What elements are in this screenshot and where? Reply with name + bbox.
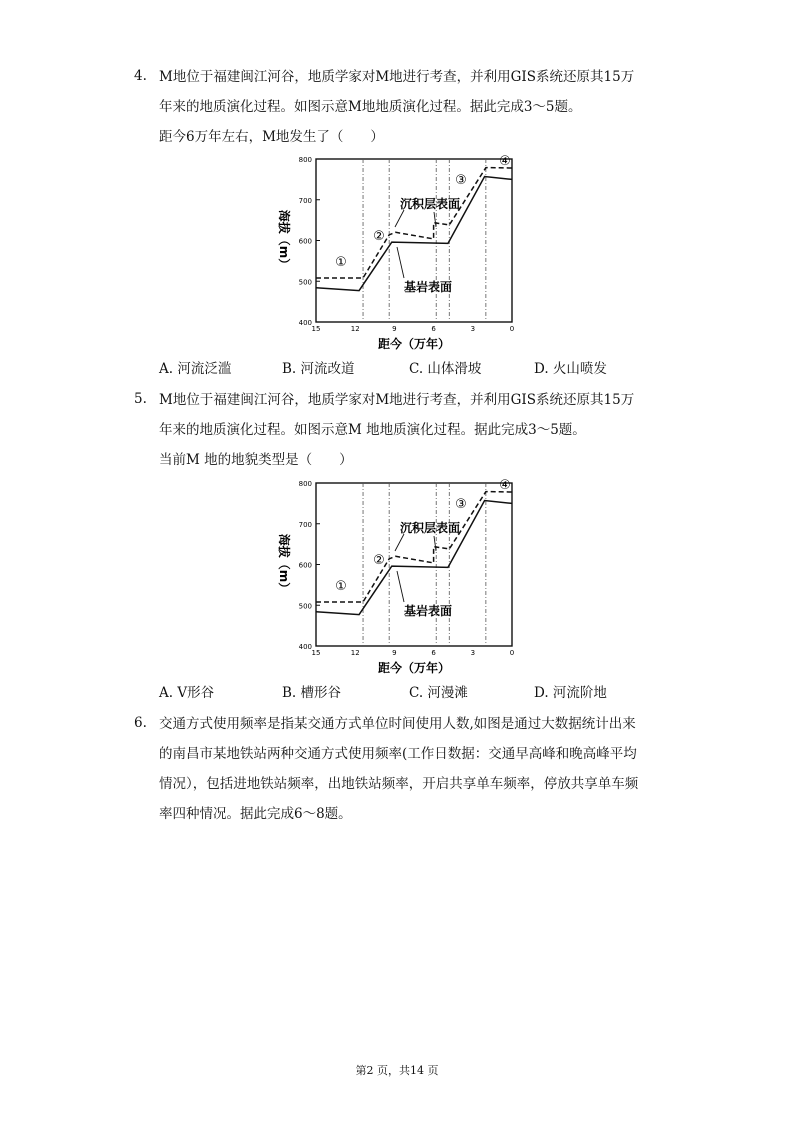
- question-prompt: 当前M 地的地貌类型是（ ）: [159, 452, 353, 468]
- x-tick-label: 6: [431, 325, 436, 333]
- y-tick-label: 700: [298, 196, 312, 205]
- leader-line: [395, 210, 404, 227]
- series-label: 沉积层表面: [400, 521, 461, 535]
- y-tick-label: 800: [298, 156, 312, 164]
- series-label: 基岩表面: [404, 604, 453, 618]
- question-prompt: 距今6万年左右，M地发生了（ ）: [159, 129, 384, 145]
- x-tick-label: 0: [509, 649, 515, 657]
- option-b[interactable]: B. 槽形谷: [282, 685, 342, 701]
- x-tick-label: 15: [311, 649, 321, 657]
- x-tick-label: 15: [311, 325, 321, 333]
- series-label: 沉积层表面: [400, 197, 461, 211]
- question-stem-line: M地位于福建闽江河谷，地质学家对M地进行考查，并利用GIS系统还原其15万: [159, 392, 635, 408]
- elevation-chart-svg: [258, 472, 528, 682]
- stage-marker: ①: [335, 255, 347, 270]
- x-tick-label: 3: [470, 325, 476, 333]
- stage-marker: ③: [455, 173, 467, 188]
- stage-marker: ②: [373, 553, 385, 568]
- leader-line: [434, 536, 436, 551]
- y-tick-label: 400: [298, 643, 312, 651]
- y-tick-label: 400: [298, 319, 312, 327]
- question-stem-line: M地位于福建闽江河谷，地质学家对M地进行考查，并利用GIS系统还原其15万: [159, 69, 635, 85]
- y-tick-label: 500: [298, 602, 312, 611]
- bedrock-surface-line: [316, 177, 512, 291]
- question-stem-line: 率四种情况。据此完成6～8题。: [159, 806, 352, 822]
- option-a[interactable]: A. V形谷: [159, 685, 215, 701]
- elevation-chart: [258, 472, 528, 682]
- x-tick-label: 0: [509, 325, 515, 333]
- x-axis-label: 距今（万年）: [377, 661, 451, 675]
- leader-line: [434, 212, 436, 227]
- leader-line: [397, 571, 404, 602]
- stage-marker: ①: [335, 579, 347, 594]
- question-number: 4.: [134, 68, 147, 84]
- option-c[interactable]: C. 河漫滩: [409, 685, 468, 701]
- elevation-chart: [258, 148, 528, 358]
- stage-marker: ④: [499, 478, 511, 493]
- y-tick-label: 800: [298, 480, 312, 488]
- option-b[interactable]: B. 河流改道: [282, 361, 355, 377]
- x-axis-label: 距今（万年）: [377, 337, 451, 351]
- stage-marker: ③: [455, 497, 467, 512]
- plot-frame: [316, 483, 512, 646]
- page-footer: 第2 页，共14 页: [355, 1064, 439, 1077]
- x-tick-label: 9: [392, 649, 397, 657]
- option-a[interactable]: A. 河流泛滥: [159, 361, 232, 377]
- question-stem-line: 年来的地质演化过程。如图示意M 地地质演化过程。据此完成3～5题。: [159, 422, 586, 438]
- option-d[interactable]: D. 河流阶地: [534, 685, 607, 701]
- leader-line: [395, 534, 404, 551]
- x-tick-label: 9: [392, 325, 397, 333]
- y-tick-label: 600: [298, 561, 312, 570]
- question-number: 6.: [134, 715, 147, 731]
- y-tick-label: 700: [298, 520, 312, 529]
- y-axis-label: 海拔（m）: [277, 209, 291, 271]
- question-stem-line: 情况），包括进地铁站频率，出地铁站频率，开启共享单车频率，停放共享单车频: [159, 776, 639, 792]
- option-d[interactable]: D. 火山喷发: [534, 361, 607, 377]
- question-stem-line: 交通方式使用频率是指某交通方式单位时间使用人数,如图是通过大数据统计出来: [159, 716, 636, 732]
- y-tick-label: 500: [298, 278, 312, 287]
- stage-marker: ④: [499, 154, 511, 169]
- x-tick-label: 12: [350, 649, 360, 657]
- elevation-chart-svg: [258, 148, 528, 358]
- question-stem-line: 年来的地质演化过程。如图示意M地地质演化过程。据此完成3～5题。: [159, 99, 582, 115]
- option-c[interactable]: C. 山体滑坡: [409, 361, 482, 377]
- y-tick-label: 600: [298, 237, 312, 246]
- x-tick-label: 6: [431, 649, 436, 657]
- x-tick-label: 3: [470, 649, 476, 657]
- bedrock-surface-line: [316, 501, 512, 615]
- x-tick-label: 12: [350, 325, 360, 333]
- question-stem-line: 的南昌市某地铁站两种交通方式使用频率(工作日数据：交通早高峰和晚高峰平均: [159, 746, 637, 762]
- y-axis-label: 海拔（m）: [277, 533, 291, 595]
- leader-line: [397, 247, 404, 278]
- stage-marker: ②: [373, 229, 385, 244]
- question-number: 5.: [134, 391, 147, 407]
- series-label: 基岩表面: [404, 280, 453, 294]
- plot-frame: [316, 159, 512, 322]
